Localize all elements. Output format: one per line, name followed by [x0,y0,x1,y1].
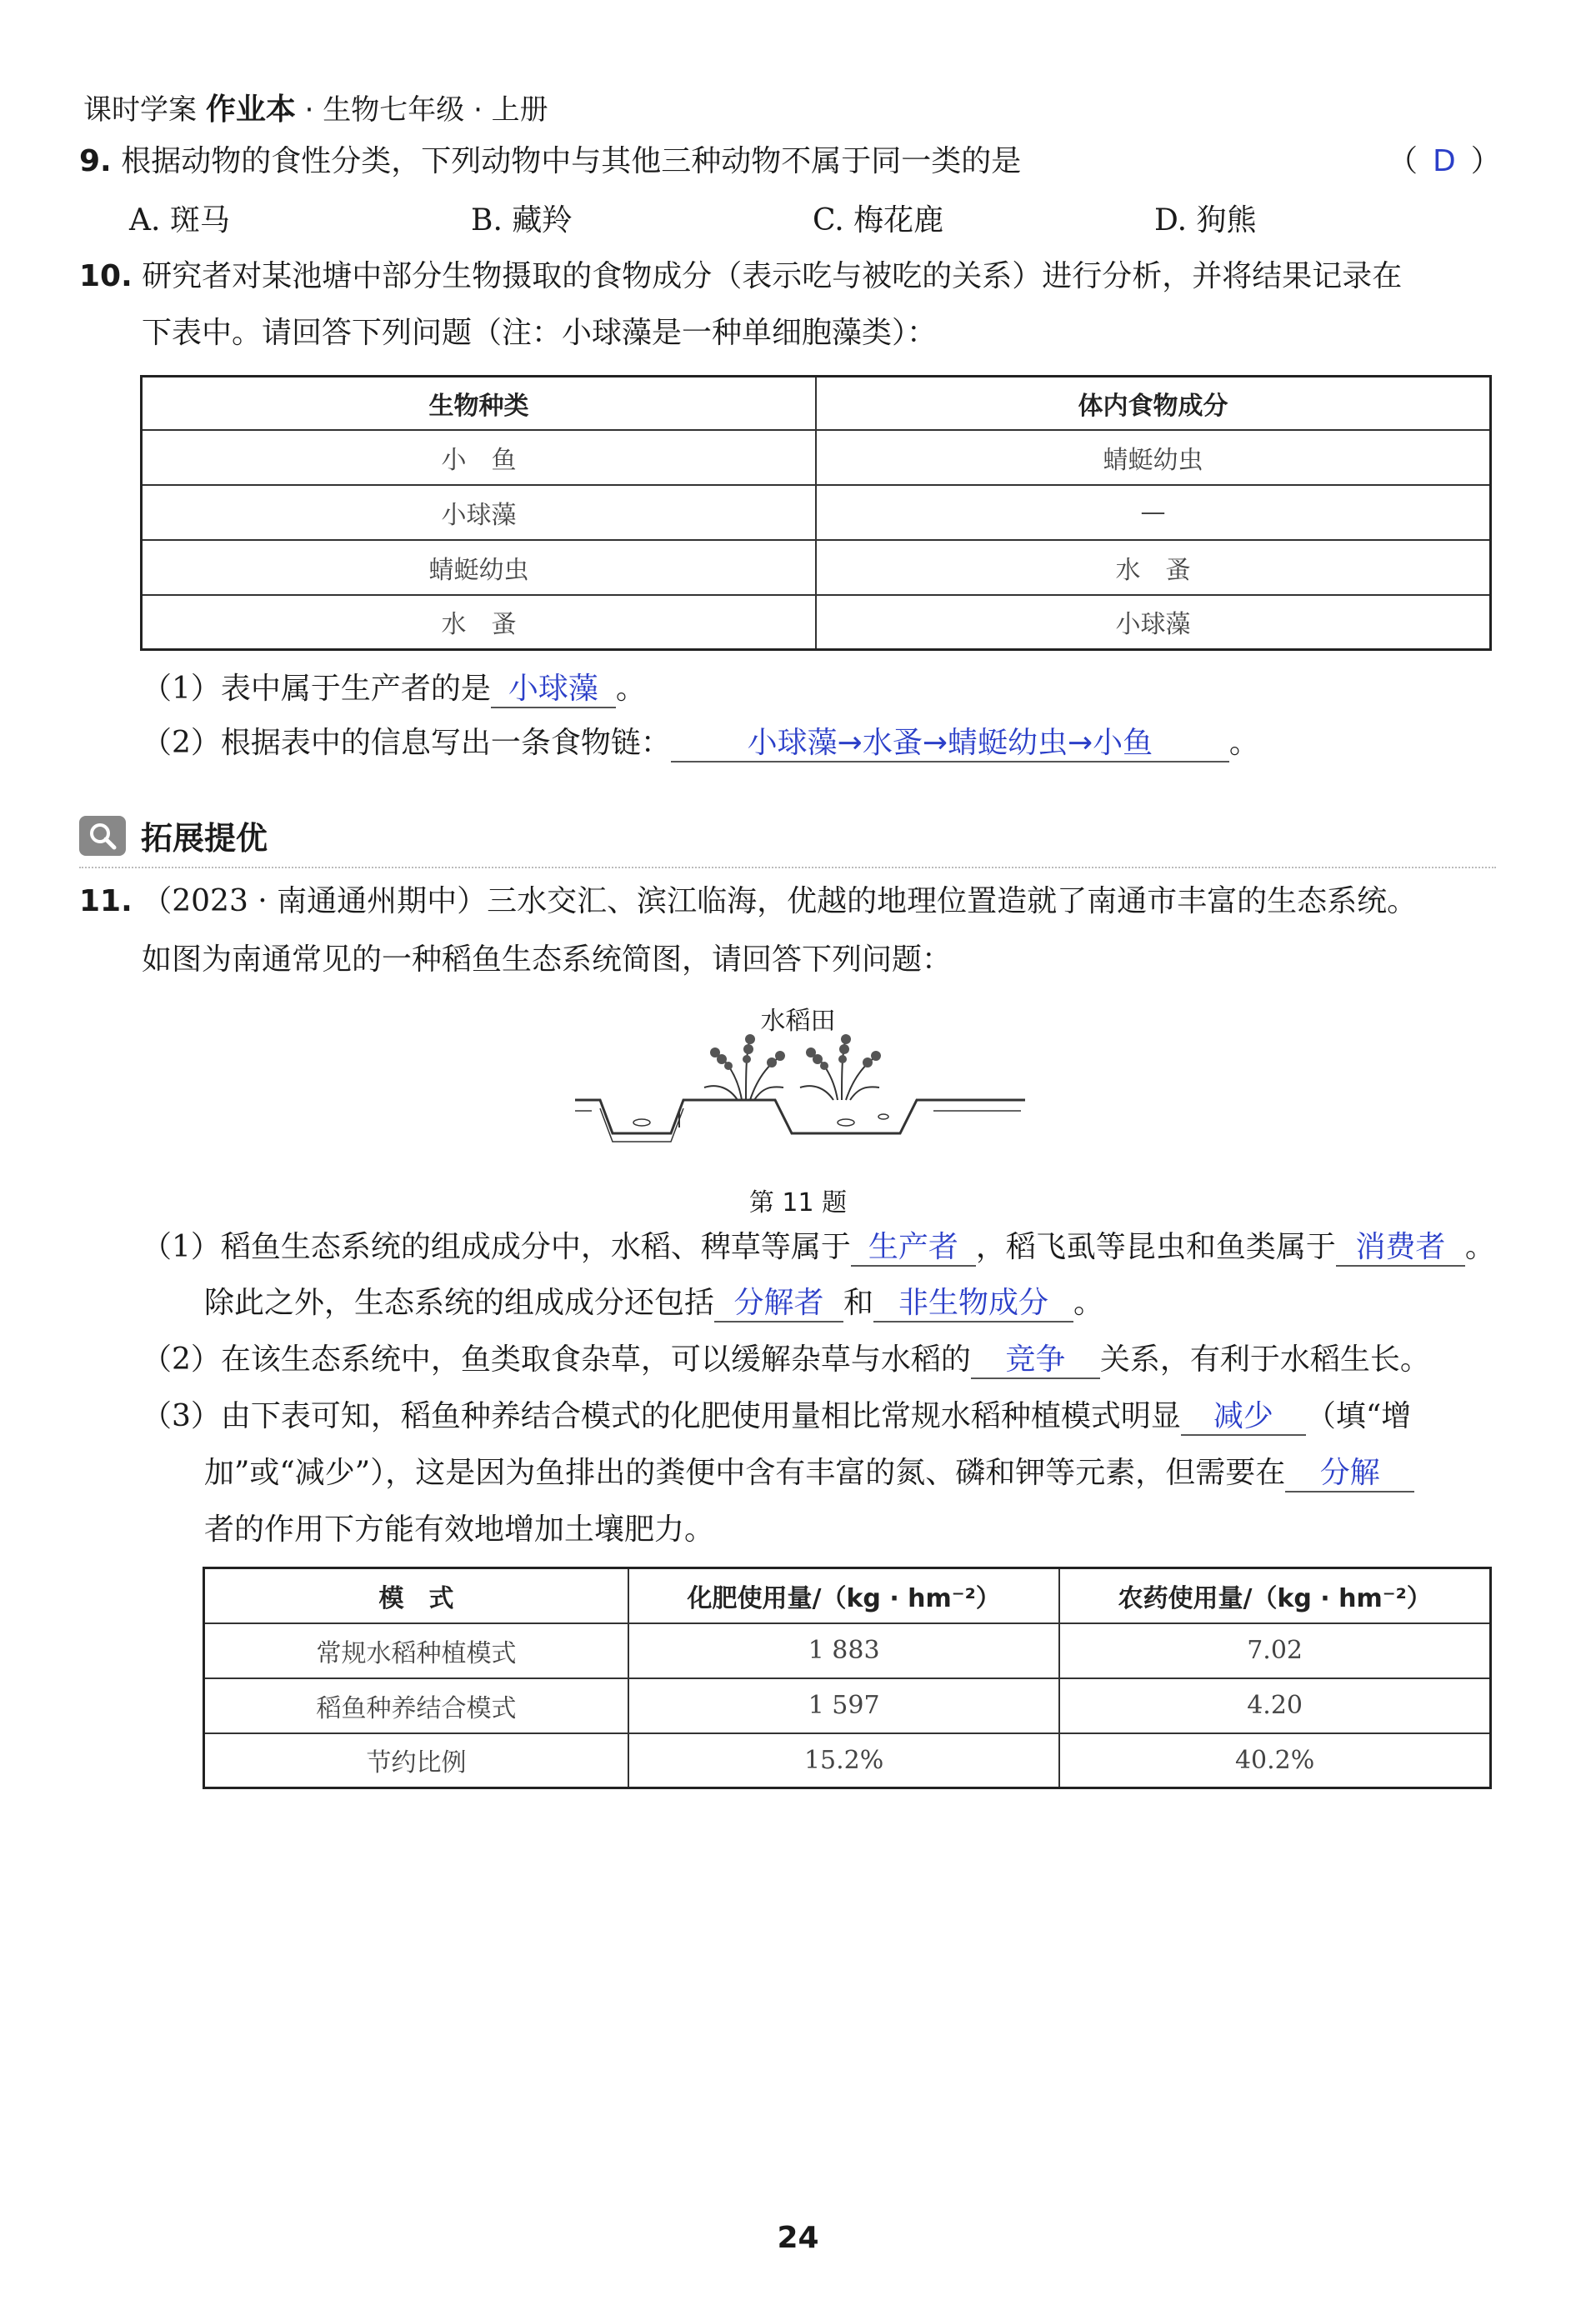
figure-label: 水稻田 [760,1007,836,1036]
q11-answer-consumer: 消费者 [1336,1229,1465,1267]
table-cell: 水 蚤 [142,595,817,650]
table-cell: 15.2% [628,1733,1059,1788]
q9-answer-paren: （ D ） [1388,144,1501,178]
table-header: 体内食物成分 [816,377,1491,430]
rice-field-figure [567,1029,1033,1179]
q11-answer-producer: 生产者 [851,1229,976,1267]
q9-option-d: D. 狗熊 [1154,203,1257,238]
q11-answer-competition: 竞争 [971,1342,1100,1379]
q11-stem-line1: 11. （2023 · 南通通州期中）三水交汇、滨江临海，优越的地理位置造就了南通市丰富的生态系统。 [79,884,1418,918]
q10-sub1-answer: 小球藻 [491,671,616,708]
q11-answer-decomposer: 分解者 [714,1285,843,1322]
q9-option-a: A. 斑马 [129,203,230,238]
q9-stem-line [79,143,1021,179]
section-divider [79,867,1496,868]
q11-sub3-line2: 加”或“减少”），这是因为鱼排出的粪便中含有丰富的氮、磷和钾等元素，但需要在 分解 [204,1455,1414,1492]
table-cell: 小 鱼 [142,430,817,485]
book-title: 作业本 [205,92,296,127]
table-cell: 蜻蜓幼虫 [142,540,817,595]
table-header: 生物种类 [142,377,817,430]
q11-answer-decompose: 分解 [1285,1455,1414,1492]
section-header [79,812,268,858]
table-cell: 常规水稻种植模式 [204,1623,629,1678]
q10-table [140,375,1492,651]
table-cell: 蜻蜓幼虫 [816,430,1491,485]
q10-sub2-answer: 小球藻→水蚤→蜻蜓幼虫→小鱼 [671,725,1229,762]
q11-sub1-line1: （1）稻鱼生态系统的组成成分中，水稻、稗草等属于 生产者 ，稻飞虱等昆虫和鱼类属于 消费者 。 [142,1229,1495,1267]
magnifier-icon [79,816,126,856]
q11-answer-abiotic: 非生物成分 [873,1285,1073,1322]
q11-sub1-line2: 除此之外，生态系统的组成成分还包括 分解者 和 非生物成分 。 [204,1285,1103,1322]
table-cell: 小球藻 [816,595,1491,650]
q10-stem-line2: 下表中。请回答下列问题（注：小球藻是一种单细胞藻类）： [142,316,938,350]
figure-caption: 第 11 题 [748,1188,848,1218]
q10-stem-line1: 10. 研究者对某池塘中部分生物摄取的食物成分（表示吃与被吃的关系）进行分析，并将结果记录在 [79,259,1403,293]
q11-number: 11. [79,884,133,918]
section-title: 拓展提优 [141,820,268,857]
q10-sub1: （1）表中属于生产者的是 小球藻 。 [142,671,646,708]
q11-sub2: （2）在该生态系统中，鱼类取食杂草，可以缓解杂草与水稻的 竞争 关系，有利于水稻生长。 [142,1342,1430,1379]
q10-sub2: （2）根据表中的信息写出一条食物链： 小球藻→水蚤→蜻蜓幼虫→小鱼 。 [142,725,1259,762]
page-header [83,86,548,128]
table-cell: 7.02 [1059,1623,1490,1678]
q11-table [203,1567,1492,1789]
q11-sub3-line3: 者的作用下方能有效地增加土壤肥力。 [204,1512,715,1547]
table-cell: — [816,485,1491,540]
q11-stem-line2: 如图为南通常见的一种稻鱼生态系统简图，请回答下列问题： [142,942,953,977]
table-cell: 4.20 [1059,1678,1490,1733]
table-cell: 40.2% [1059,1733,1490,1788]
table-cell: 节约比例 [204,1733,629,1788]
q9-answer: D [1433,144,1456,178]
table-cell: 小球藻 [142,485,817,540]
table-cell: 水 蚤 [816,540,1491,595]
table-cell: 1 597 [628,1678,1059,1733]
q9-option-b: B. 藏羚 [471,203,573,238]
table-header: 农药使用量/（kg · hm⁻²） [1059,1568,1490,1623]
q9-number: 9. [79,144,112,178]
table-cell: 稻鱼种养结合模式 [204,1678,629,1733]
page-number: 24 [777,2221,819,2255]
table-cell: 1 883 [628,1623,1059,1678]
q10-number: 10. [79,259,133,293]
table-header: 化肥使用量/（kg · hm⁻²） [628,1568,1059,1623]
q11-answer-decrease: 减少 [1181,1398,1306,1436]
q11-sub3-line1: （3）由下表可知，稻鱼种养结合模式的化肥使用量相比常规水稻种植模式明显 减少 （填“增 [142,1398,1411,1436]
table-header: 模 式 [204,1568,629,1623]
book-series: 课时学案 [83,93,197,127]
q9-stem: 根据动物的食性分类，下列动物中与其他三种动物不属于同一类的是 [121,144,1022,178]
q9-option-c: C. 梅花鹿 [813,203,944,238]
subject-info: · 生物七年级 · 上册 [304,93,548,127]
